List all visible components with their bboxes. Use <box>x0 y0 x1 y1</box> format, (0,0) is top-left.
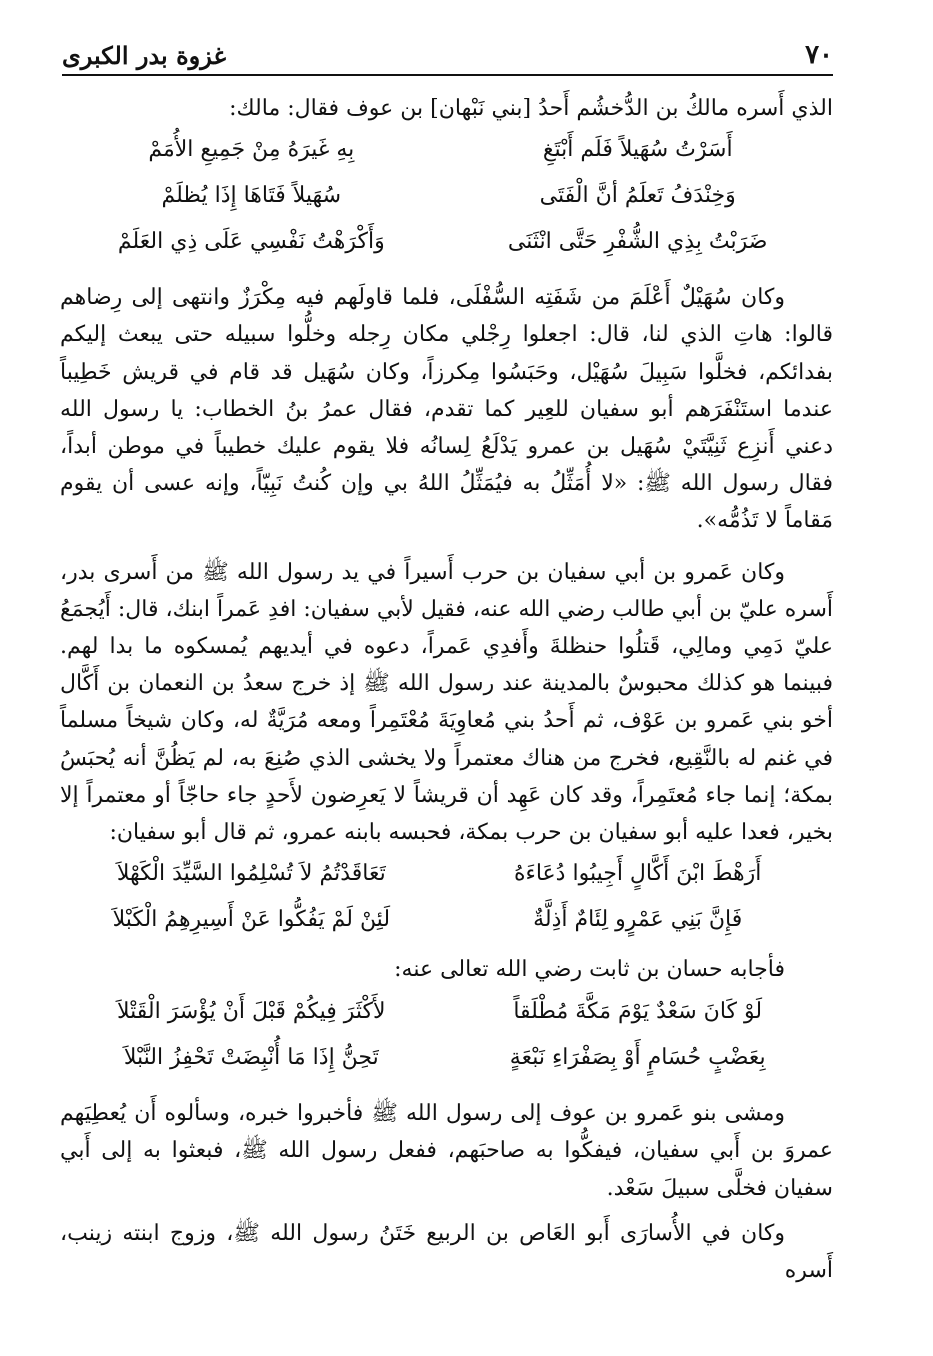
verse-line <box>80 219 809 265</box>
verse-first-hemistich: وَخِنْدَفُ تَعلَمُ أنَّ الْفَتَى <box>539 183 736 209</box>
running-header <box>62 28 833 76</box>
hassan-intro: فأجابه حسان بن ثابت رضي الله تعالى عنه: <box>394 957 785 983</box>
poem-hassan <box>60 989 833 1081</box>
verse-line <box>80 851 809 897</box>
running-title: غزوة بدر الكبرى <box>62 41 227 70</box>
verse-line <box>80 989 809 1035</box>
verse-second-hemistich: تَعَاقَدْتُمُ لاَ تُسْلِمُوا السَّيِّدَ الْكَهْلاَ <box>116 861 386 887</box>
verse-first-hemistich: لَوْ كَانَ سَعْدٌ يَوْمَ مَكَّةَ مُطْلَقاً <box>513 999 763 1025</box>
poem-malik <box>60 127 833 265</box>
verse-second-hemistich: سُهَيلاً فَتَاهَا إِذَا يُظلَمْ <box>161 183 342 209</box>
page-number: ٧٠ <box>805 40 833 70</box>
verse-second-hemistich: لأَكْثَرَ فِيكُمْ قَبْلَ أَنْ يُؤْسَرَ الْقَتْلاَ <box>117 999 386 1025</box>
verse-first-hemistich: أَرَهْطَ ابْنَ أَكَّالٍ أَجِيبُوا دُعَاءَهُ <box>513 861 762 887</box>
verse-first-hemistich: فَإِنَّ بَنِي عَمْرٍو لِئَامٌ أَذِلَّةٌ <box>533 907 743 933</box>
paragraph-suhayl: وكان سُهَيْلٌ أَعْلَمَ من شَفَتِه السُّفْلَى، فلما قاولَهم فيه مِكْرَزٌ وانتهى إلى رِضاهم قالوا: هاتِ الذي لنا، قال: اجعلوا رِجْلي مكان رِجله وخلُّوا سبيله حتى يبعث إليكم بفدائكم، فخلَّوا سَبِيلَ سُهَيْل، وحَبَسُوا مِكرزاً، وكان سُهَيل قد قام في قريش خَطِيباً عندما استَنْفَرَهم أبو سفيان للعِير كما تقدم، فقال عمرُ بنُ الخطاب: يا رسول الله دعني أَنزِع ثَنِيَّتَيْ سُهَيل بن عمرو يَدْلَعُ لِسانُه فلا يقوم عليك خطيباً في موطن أبداً، فقال رسول الله ﷺ: «لا أُمَثِّلُ به فيُمَثِّلُ اللهُ بي وإن كُنتُ نَبِيّاً، وإنه عسى أن يقوم مَقاماً لا تَذُمُّه». <box>60 285 833 534</box>
verse-line <box>80 173 809 219</box>
verse-line <box>80 897 809 943</box>
paragraph-banu-amr: ومشى بنو عَمرو بن عوف إلى رسول الله ﷺ فأخبروا خبره، وسألوه أَن يُعطِيَهم عمروَ بن أَبي سفيان، فيفكُّوا به صاحبَهم، ففعل رسول الله ﷺ، فبعثوا به إلى أَبي سفيان فخلَّى سبيلَ سَعْد. <box>60 1101 834 1201</box>
verse-second-hemistich: لَئِنْ لَمْ يَفُكُّوا عَنْ أَسِيرِهِمُ الْكَبْلاَ <box>112 907 391 933</box>
verse-line <box>80 127 809 173</box>
poem-abu-sufyan <box>60 851 833 943</box>
page-body <box>60 90 833 1289</box>
opening-paragraph: الذي أَسره مالكُ بن الدُّخشُم أَحدُ [بني نَبْهان] بن عوف فقال: مالك: <box>229 96 833 121</box>
paragraph-abul-as: وكان في الأُسارَى أَبو العَاص بن الربيع خَتَنُ رسول الله ﷺ، وزوج ابنته زينب، أَسره <box>60 1220 833 1284</box>
verse-first-hemistich: ضَرَبْتُ بِذِي الشُّفْرِ حَتَّى انْثَنَى <box>507 229 768 255</box>
verse-line <box>80 1035 809 1081</box>
paragraph-amr: وكان عَمرو بن أبي سفيان بن حرب أَسيراً في يد رسول الله ﷺ من أَسرى بدر، أَسره عليّ بن أبي طالب رضي الله عنه، فقيل لأبي سفيان: افدِ عَمراً ابنك، قال: أَيُجمَعُ عليّ دَمِي ومالِي، قَتلُوا حنظلةَ وأَفدِي عَمراً، دعوه في أيديهم يُمسكوه ما بدا لهم. فبينما هو كذلك محبوسٌ بالمدينة عند رسول الله ﷺ إذ خرج سعدُ بن النعمان بن أَكَّال أخو بني عَمرو بن عَوْف، ثم أَحدُ بني مُعاوِيَةَ مُعْتَمِراً ومعه مُرَيَّةٌ له، وكان شيخاً مسلماً في غنم له بالنَّقِيع، فخرج من هناك معتمراً ولا يخشى الذي صُنِعَ به، لم يَظُنَّ أنه يُحبَسُ بمكة؛ إنما جاء مُعتَمِراً، وقد كان عَهِد أن قريشاً لا يَعرِضون لأَحدٍ جاء حاجّاً أو معتمراً إلا بخير، فعدا عليه أبو سفيان بن حرب بمكة، فحبسه بابنه عمرو، ثم قال أبو سفيان: <box>60 559 833 846</box>
verse-first-hemistich: بِعَضْبٍ حُسَامٍ أَوْ بِصَفْرَاءِ نَبْعَةٍ <box>509 1045 766 1071</box>
verse-second-hemistich: تَحِنُّ إِذَا مَا أُنْبِضَتْ تَحْفِزُ النَّبْلاَ <box>123 1045 379 1071</box>
verse-second-hemistich: وَأَكْرَهْتُ نَفْسِي عَلَى ذِي العَلَمْ <box>117 229 385 255</box>
verse-second-hemistich: بِهِ غَيرَهُ مِنْ جَمِيعِ الأُمَمْ <box>148 137 355 163</box>
verse-first-hemistich: أَسَرْتُ سُهَيلاً فَلَم أَبْتَغِ <box>542 137 733 163</box>
